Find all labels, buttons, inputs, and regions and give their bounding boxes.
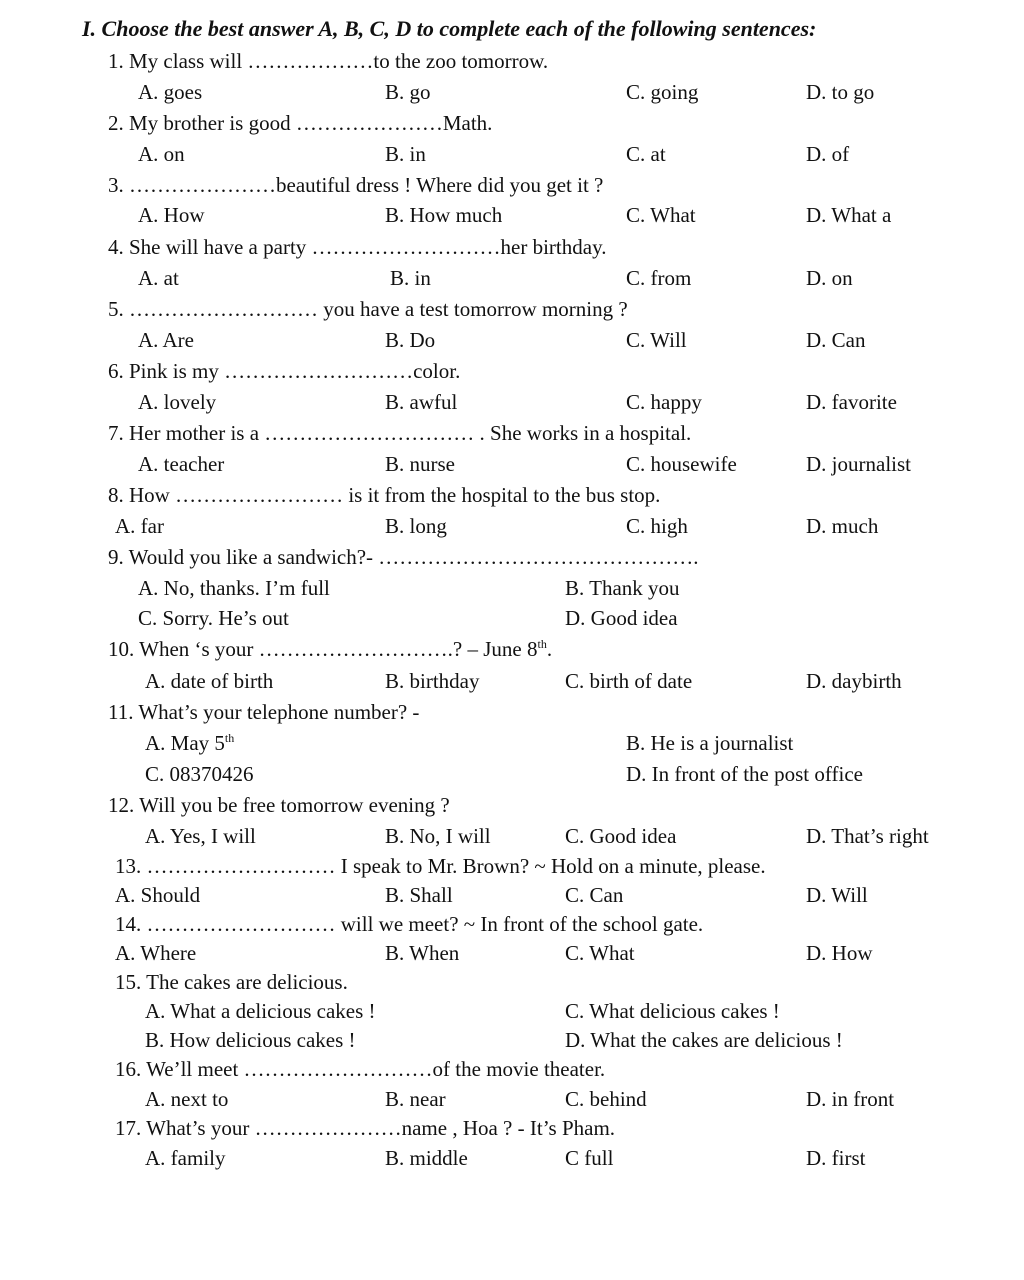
answer-option: A. lovely xyxy=(138,390,217,414)
answer-option: A. far xyxy=(115,514,164,538)
answer-option: D. daybirth xyxy=(806,669,902,693)
answer-option: B. go xyxy=(385,80,431,104)
answer-option: D. Good idea xyxy=(565,606,678,630)
answer-option: D. Can xyxy=(806,328,866,352)
answer-option: A. Where xyxy=(115,941,197,965)
answer-option: B. awful xyxy=(385,390,458,414)
answer-option: C. What xyxy=(565,941,635,965)
answer-option: B. When xyxy=(385,941,460,965)
question-stem: 6. Pink is my ………………………color. xyxy=(108,359,461,383)
question-stem: 8. How …………………… is it from the hospital to the bus stop. xyxy=(108,483,661,507)
answer-option: C. Will xyxy=(626,328,687,352)
answer-option: C. Good idea xyxy=(565,824,677,848)
answer-option: D. much xyxy=(806,514,879,538)
answer-option: D. In front of the post office xyxy=(626,762,863,786)
answer-option: A. No, thanks. I’m full xyxy=(138,576,330,600)
answer-option: D. of xyxy=(806,142,850,166)
answer-option: A. What a delicious cakes ! xyxy=(145,999,376,1023)
question-stem: 2. My brother is good …………………Math. xyxy=(108,111,493,135)
option-text: A. May 5 xyxy=(145,731,225,755)
question-stem: 14. ……………………… will we meet? ~ In front of the school gate. xyxy=(115,912,704,936)
answer-option: C. What delicious cakes ! xyxy=(565,999,780,1023)
question-stem: 4. She will have a party ………………………her birthday. xyxy=(108,235,607,259)
answer-option: C. high xyxy=(626,514,688,538)
ordinal-suffix: th xyxy=(224,731,235,745)
answer-option: C. Can xyxy=(565,883,624,907)
answer-option: D. That’s right xyxy=(806,824,929,848)
stem-end: . xyxy=(546,637,553,661)
answer-option: A. Are xyxy=(138,328,194,352)
question-stem: 16. We’ll meet ………………………of the movie theater. xyxy=(115,1057,606,1081)
answer-option: B. No, I will xyxy=(385,824,491,848)
question-stem: 11. What’s your telephone number? - xyxy=(108,700,420,724)
answer-option: C. going xyxy=(626,80,699,104)
answer-option: C. at xyxy=(626,142,666,166)
answer-option: A. family xyxy=(145,1146,226,1170)
question-stem xyxy=(108,635,552,663)
answer-option: B. Do xyxy=(385,328,436,352)
question-stem: 7. Her mother is a ………………………… . She works in a hospital. xyxy=(108,421,692,445)
answer-option: A. on xyxy=(138,142,185,166)
answer-option: D. What a xyxy=(806,203,892,227)
section-heading: I. Choose the best answer A, B, C, D to complete each of the following sentences: xyxy=(82,16,817,41)
answer-option: B. nurse xyxy=(385,452,455,476)
answer-option: B. birthday xyxy=(385,669,480,693)
answer-option: A. next to xyxy=(145,1087,229,1111)
answer-option: C. 08370426 xyxy=(145,762,254,786)
question-stem: 3. …………………beautiful dress ! Where did you get it ? xyxy=(108,173,604,197)
answer-option: C. from xyxy=(626,266,692,290)
answer-option: B. near xyxy=(385,1087,446,1111)
answer-option: C full xyxy=(565,1146,614,1170)
answer-option: B. long xyxy=(385,514,447,538)
question-stem: 5. ……………………… you have a test tomorrow morning ? xyxy=(108,297,628,321)
answer-option: D. in front xyxy=(806,1087,895,1111)
answer-option: C. happy xyxy=(626,390,702,414)
answer-option: C. housewife xyxy=(626,452,737,476)
answer-option: A. goes xyxy=(138,80,203,104)
question-stem: 13. ……………………… I speak to Mr. Brown? ~ Hold on a minute, please. xyxy=(115,854,766,878)
answer-option: A. teacher xyxy=(138,452,225,476)
answer-option: B. How much xyxy=(385,203,503,227)
question-stem: 17. What’s your …………………name , Hoa ? - It’s Pham. xyxy=(115,1116,616,1140)
answer-option: B. Shall xyxy=(385,883,453,907)
answer-option: A. How xyxy=(138,203,205,227)
answer-option: B. Thank you xyxy=(565,576,680,600)
answer-option: A. Yes, I will xyxy=(145,824,256,848)
answer-option: B. He is a journalist xyxy=(626,731,794,755)
answer-option: C. birth of date xyxy=(565,669,693,693)
answer-option: A. Should xyxy=(115,883,201,907)
answer-option: A. at xyxy=(138,266,179,290)
answer-option: A. date of birth xyxy=(145,669,274,693)
ordinal-suffix: th xyxy=(537,637,547,651)
answer-option: C. Sorry. He’s out xyxy=(138,606,289,630)
answer-option: B. How delicious cakes ! xyxy=(145,1028,356,1052)
question-stem: 9. Would you like a sandwich?- ………………………………………. xyxy=(108,545,699,569)
answer-option: B. in xyxy=(385,142,426,166)
answer-option: C. behind xyxy=(565,1087,647,1111)
question-stem: 12. Will you be free tomorrow evening ? xyxy=(108,793,450,817)
answer-option: D. to go xyxy=(806,80,875,104)
answer-option xyxy=(145,729,234,757)
question-stem: 15. The cakes are delicious. xyxy=(115,970,348,994)
answer-option: D. first xyxy=(806,1146,866,1170)
answer-option: C. What xyxy=(626,203,696,227)
question-stem: 1. My class will ………………to the zoo tomorrow. xyxy=(108,49,549,73)
answer-option: B. middle xyxy=(385,1146,468,1170)
answer-option: D. Will xyxy=(806,883,868,907)
answer-option: D. What the cakes are delicious ! xyxy=(565,1028,843,1052)
answer-option: D. journalist xyxy=(806,452,911,476)
stem-text: 10. When ‘s your ……………………….? – June 8 xyxy=(108,637,538,661)
answer-option: D. How xyxy=(806,941,873,965)
answer-option: D. favorite xyxy=(806,390,897,414)
answer-option: D. on xyxy=(806,266,853,290)
answer-option: B. in xyxy=(390,266,431,290)
